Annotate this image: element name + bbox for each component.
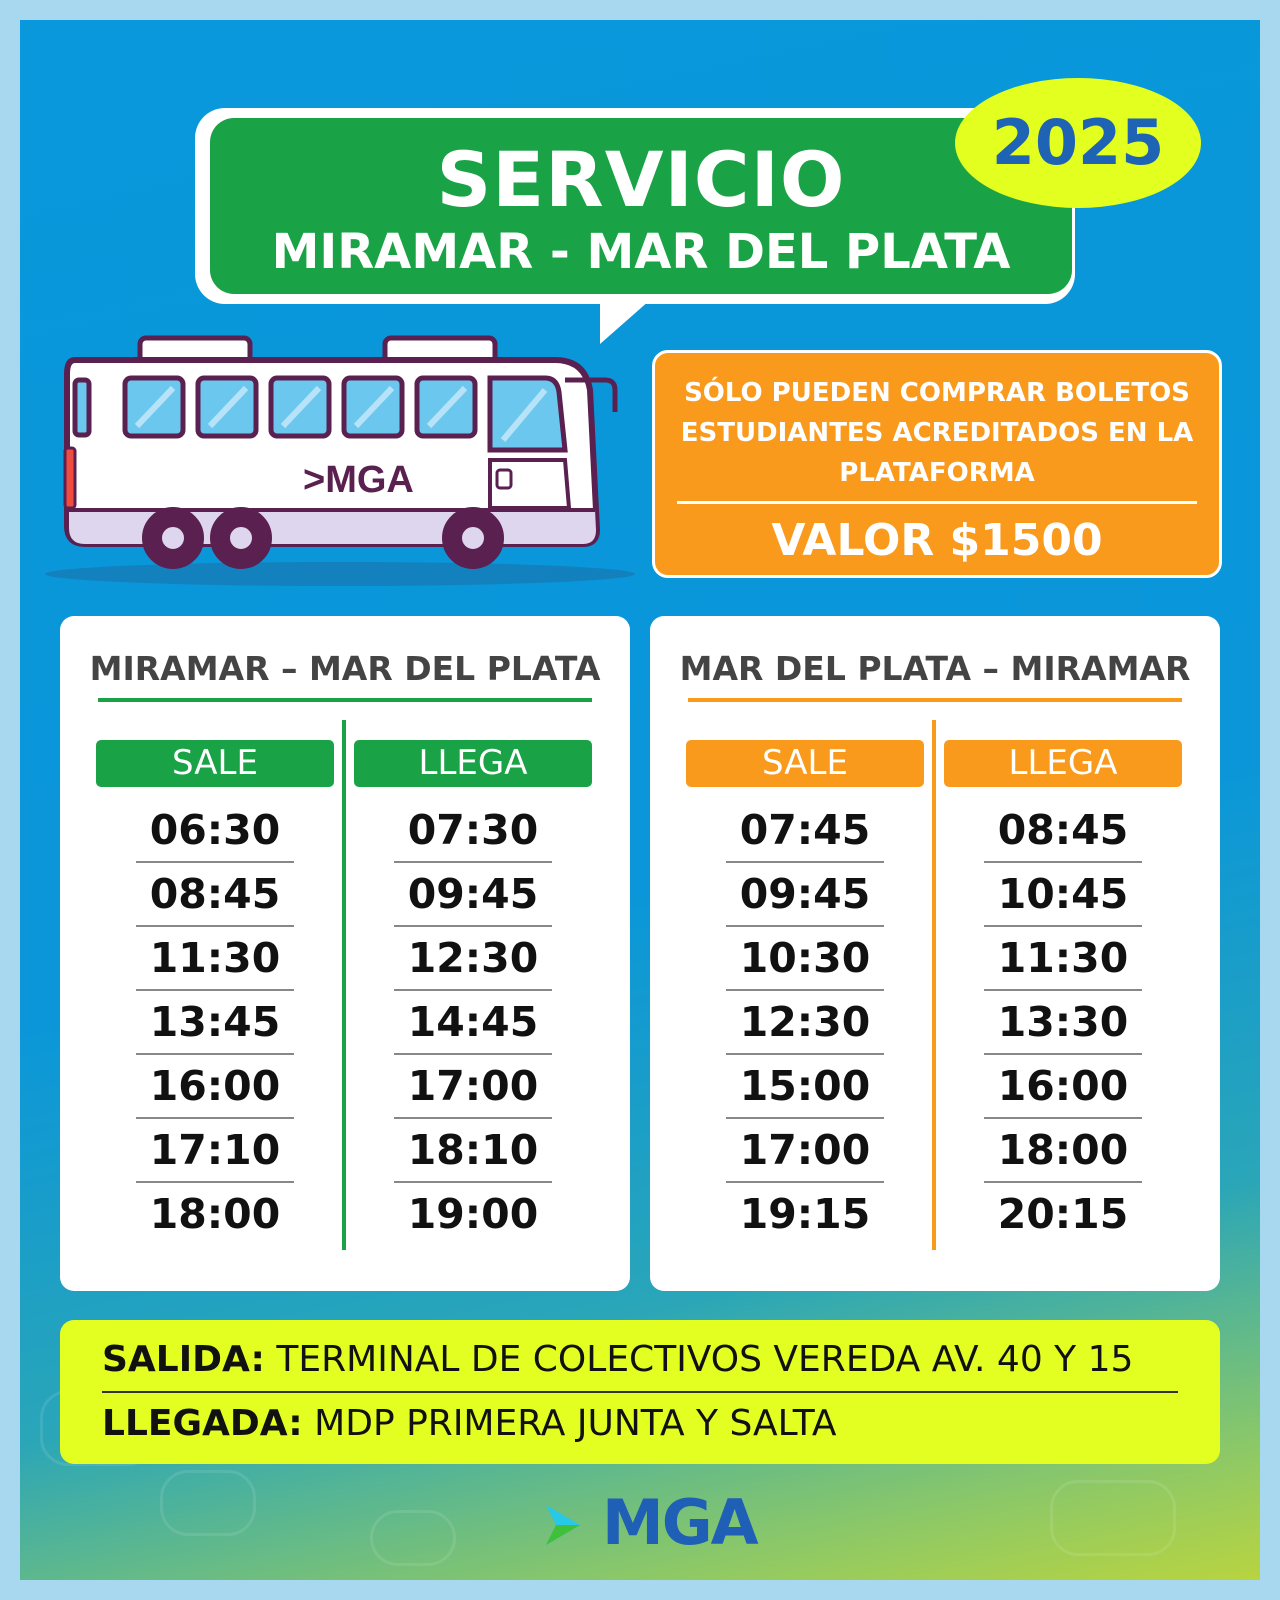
time-cell: 18:00 [149, 1190, 281, 1238]
mga-logo [540, 1486, 760, 1560]
time-cell: 13:30 [984, 991, 1142, 1055]
arrive-times [984, 799, 1142, 1247]
time-cell: 09:45 [394, 863, 552, 927]
ticket-price: VALOR $1500 [771, 515, 1103, 566]
time-cell: 08:45 [136, 863, 294, 927]
route-title: MIRAMAR – MAR DEL PLATA [89, 649, 601, 688]
time-cell: 16:00 [136, 1055, 294, 1119]
page-title: SERVICIO [436, 135, 846, 224]
bus-icon [45, 330, 645, 590]
time-cell: 09:45 [726, 863, 884, 927]
route-subtitle: MIRAMAR - MAR DEL PLATA [271, 224, 1011, 280]
locations-box [60, 1320, 1220, 1464]
arrive-header: LLEGA [944, 740, 1182, 787]
column-divider [932, 720, 936, 1250]
time-cell: 16:00 [984, 1055, 1142, 1119]
time-cell: 10:30 [726, 927, 884, 991]
arrive-times [394, 799, 552, 1247]
time-cell: 11:30 [136, 927, 294, 991]
time-cell: 10:45 [984, 863, 1142, 927]
logo-text: MGA [602, 1486, 757, 1559]
time-cell: 19:00 [407, 1190, 539, 1238]
bus-brand: >MGA [303, 459, 414, 501]
departure-label: SALIDA: [102, 1339, 265, 1380]
arrival-value: MDP PRIMERA JUNTA Y SALTA [314, 1403, 837, 1444]
time-cell: 12:30 [394, 927, 552, 991]
time-cell: 13:45 [136, 991, 294, 1055]
student-notice [652, 350, 1222, 578]
notice-divider [677, 501, 1197, 504]
route-title: MAR DEL PLATA – MIRAMAR [679, 649, 1191, 688]
time-cell: 11:30 [984, 927, 1142, 991]
year-badge: 2025 [955, 78, 1201, 208]
decor-shape [370, 1510, 456, 1566]
column-divider [342, 720, 346, 1250]
logo-arrow-icon [540, 1495, 600, 1555]
time-cell: 17:00 [394, 1055, 552, 1119]
route-title-rule [98, 698, 592, 702]
schedule-card-miramar-mdp [60, 616, 630, 1291]
time-cell: 08:45 [984, 799, 1142, 863]
arrive-header: LLEGA [354, 740, 592, 787]
locations-divider [102, 1391, 1178, 1393]
arrival-location [102, 1396, 1200, 1452]
time-cell: 18:00 [984, 1119, 1142, 1183]
departure-location [102, 1332, 1200, 1388]
time-cell: 18:10 [394, 1119, 552, 1183]
time-cell: 17:00 [726, 1119, 884, 1183]
route-title-rule [688, 698, 1182, 702]
time-cell: 17:10 [136, 1119, 294, 1183]
time-cell: 14:45 [394, 991, 552, 1055]
depart-header: SALE [96, 740, 334, 787]
header-bubble [210, 118, 1072, 294]
time-cell: 12:30 [726, 991, 884, 1055]
decor-shape [1050, 1480, 1176, 1556]
time-cell: 07:30 [394, 799, 552, 863]
depart-times [726, 799, 884, 1247]
decor-shape [160, 1470, 256, 1536]
time-cell: 07:45 [726, 799, 884, 863]
schedule-card-mdp-miramar [650, 616, 1220, 1291]
depart-times [136, 799, 294, 1247]
time-cell: 20:15 [997, 1190, 1129, 1238]
notice-text: SÓLO PUEDEN COMPRAR BOLETOS ESTUDIANTES ACREDITADOS EN LA PLATAFORMA [680, 378, 1194, 488]
time-cell: 19:15 [739, 1190, 871, 1238]
arrival-label: LLEGADA: [102, 1403, 303, 1444]
departure-value: TERMINAL DE COLECTIVOS VEREDA AV. 40 Y 15 [276, 1339, 1134, 1380]
time-cell: 15:00 [726, 1055, 884, 1119]
time-cell: 06:30 [136, 799, 294, 863]
depart-header: SALE [686, 740, 924, 787]
